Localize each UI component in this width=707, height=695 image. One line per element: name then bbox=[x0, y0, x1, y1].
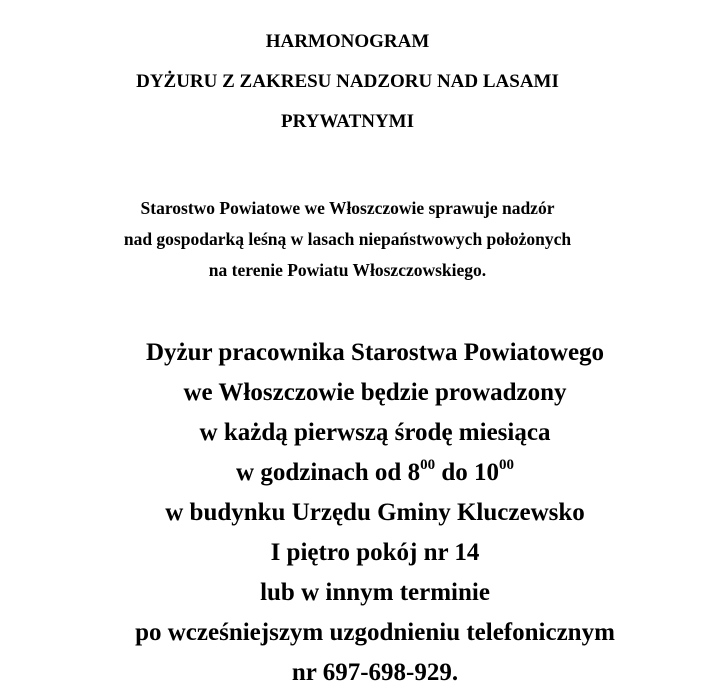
duty-announcement bbox=[0, 333, 707, 693]
duty-line-1: Dyżur pracownika Starostwa Powiatowego bbox=[145, 339, 605, 366]
title-line-2: DYŻURU Z ZAKRESU NADZORU NAD LASAMI bbox=[136, 71, 559, 92]
duty-line-5: w budynku Urzędu Gminy Kluczewsko bbox=[165, 499, 585, 526]
document-title bbox=[0, 22, 695, 142]
duty-phone-line: nr 697-698-929. bbox=[291, 659, 459, 686]
hours-prefix: w godzinach od 8 bbox=[236, 459, 421, 486]
duty-line-2: we Włoszczowie będzie prowadzony bbox=[183, 379, 567, 406]
intro-line-3: na terenie Powiatu Włoszczowskiego. bbox=[208, 260, 487, 280]
duty-line-7: lub w innym terminie bbox=[260, 579, 490, 606]
hours-middle: do 10 bbox=[435, 459, 499, 486]
duty-line-3: w każdą pierwszą środę miesiąca bbox=[199, 419, 551, 446]
intro-paragraph bbox=[0, 193, 695, 286]
hours-start-minutes: 00 bbox=[420, 457, 436, 473]
title-line-1: HARMONOGRAM bbox=[265, 31, 430, 52]
duty-hours-line bbox=[0, 453, 707, 493]
hours-end-minutes: 00 bbox=[498, 457, 514, 473]
title-line-3: PRYWATNYMI bbox=[280, 111, 415, 132]
duty-line-8: po wcześniejszym uzgodnieniu telefonicznym bbox=[135, 619, 615, 646]
duty-line-6: I piętro pokój nr 14 bbox=[270, 539, 480, 566]
intro-line-1: Starostwo Powiatowe we Włoszczowie sprawuje nadzór bbox=[140, 198, 555, 218]
intro-line-2: nad gospodarką leśną w lasach niepaństwowych położonych bbox=[123, 229, 572, 249]
